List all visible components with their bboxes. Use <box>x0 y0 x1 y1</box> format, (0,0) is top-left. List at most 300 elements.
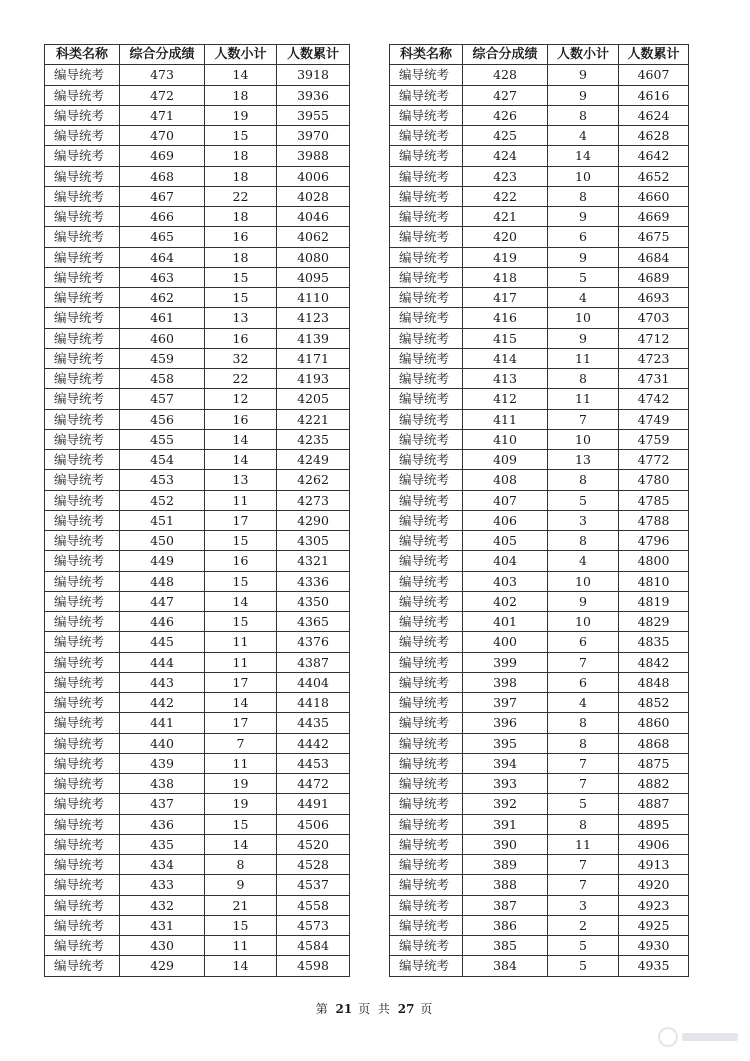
score-cell: 392 <box>463 794 548 814</box>
category-cell: 编导统考 <box>45 429 120 449</box>
count-cell: 3 <box>548 510 619 530</box>
cumulative-cell: 4829 <box>619 612 689 632</box>
count-cell: 15 <box>205 126 277 146</box>
table-row <box>390 713 689 733</box>
category-cell: 编导统考 <box>45 470 120 490</box>
cumulative-cell: 4868 <box>619 733 689 753</box>
category-cell: 编导统考 <box>390 207 463 227</box>
table-row <box>45 733 350 753</box>
cumulative-cell: 4205 <box>277 389 350 409</box>
cumulative-cell: 4810 <box>619 571 689 591</box>
cumulative-cell: 4573 <box>277 915 350 935</box>
category-cell: 编导统考 <box>45 369 120 389</box>
table-row <box>45 389 350 409</box>
count-cell: 8 <box>548 713 619 733</box>
category-cell: 编导统考 <box>390 65 463 85</box>
category-cell: 编导统考 <box>390 753 463 773</box>
cumulative-cell: 4660 <box>619 186 689 206</box>
cumulative-cell: 4848 <box>619 672 689 692</box>
cumulative-cell: 4642 <box>619 146 689 166</box>
count-cell: 19 <box>205 105 277 125</box>
category-cell: 编导统考 <box>390 612 463 632</box>
category-cell: 编导统考 <box>45 672 120 692</box>
cumulative-cell: 4875 <box>619 753 689 773</box>
cumulative-cell: 4365 <box>277 612 350 632</box>
table-row <box>390 429 689 449</box>
table-row <box>45 875 350 895</box>
count-cell: 21 <box>205 895 277 915</box>
count-cell: 17 <box>205 510 277 530</box>
cumulative-cell: 4920 <box>619 875 689 895</box>
cumulative-cell: 4598 <box>277 956 350 976</box>
score-cell: 387 <box>463 895 548 915</box>
score-cell: 465 <box>120 227 205 247</box>
table-row <box>45 450 350 470</box>
count-cell: 7 <box>548 753 619 773</box>
cumulative-cell: 4930 <box>619 936 689 956</box>
score-cell: 408 <box>463 470 548 490</box>
table-row <box>45 510 350 530</box>
count-cell: 15 <box>205 267 277 287</box>
table-row <box>45 551 350 571</box>
table-row <box>45 429 350 449</box>
count-cell: 19 <box>205 774 277 794</box>
cumulative-cell: 4819 <box>619 591 689 611</box>
cumulative-cell: 4712 <box>619 328 689 348</box>
count-cell: 15 <box>205 612 277 632</box>
category-cell: 编导统考 <box>390 834 463 854</box>
count-cell: 9 <box>548 328 619 348</box>
cumulative-cell: 4925 <box>619 915 689 935</box>
cumulative-cell: 4723 <box>619 348 689 368</box>
category-cell: 编导统考 <box>45 409 120 429</box>
score-cell: 441 <box>120 713 205 733</box>
table-row <box>45 409 350 429</box>
cumulative-cell: 4796 <box>619 531 689 551</box>
table-row <box>45 591 350 611</box>
count-cell: 4 <box>548 288 619 308</box>
table-row <box>390 65 689 85</box>
category-cell: 编导统考 <box>390 247 463 267</box>
score-cell: 433 <box>120 875 205 895</box>
cumulative-cell: 4669 <box>619 207 689 227</box>
count-cell: 12 <box>205 389 277 409</box>
score-cell: 454 <box>120 450 205 470</box>
cumulative-cell: 4336 <box>277 571 350 591</box>
table-row <box>45 166 350 186</box>
count-cell: 11 <box>548 834 619 854</box>
score-cell: 400 <box>463 632 548 652</box>
count-cell: 5 <box>548 956 619 976</box>
cumulative-cell: 4305 <box>277 531 350 551</box>
cumulative-cell: 4442 <box>277 733 350 753</box>
count-cell: 11 <box>205 753 277 773</box>
category-cell: 编导统考 <box>45 247 120 267</box>
cumulative-cell: 4123 <box>277 308 350 328</box>
score-cell: 427 <box>463 85 548 105</box>
score-cell: 436 <box>120 814 205 834</box>
count-cell: 16 <box>205 227 277 247</box>
category-cell: 编导统考 <box>390 672 463 692</box>
score-table-right <box>389 44 689 977</box>
score-cell: 418 <box>463 267 548 287</box>
count-cell: 15 <box>205 531 277 551</box>
category-cell: 编导统考 <box>390 571 463 591</box>
score-cell: 396 <box>463 713 548 733</box>
table-row <box>390 105 689 125</box>
cumulative-cell: 4788 <box>619 510 689 530</box>
cumulative-cell: 4537 <box>277 875 350 895</box>
table-row <box>45 713 350 733</box>
table-row <box>45 632 350 652</box>
cumulative-cell: 4749 <box>619 409 689 429</box>
category-cell: 编导统考 <box>45 774 120 794</box>
cumulative-cell: 4080 <box>277 247 350 267</box>
count-cell: 22 <box>205 186 277 206</box>
score-cell: 444 <box>120 652 205 672</box>
count-cell: 11 <box>205 490 277 510</box>
category-cell: 编导统考 <box>45 895 120 915</box>
category-cell: 编导统考 <box>45 531 120 551</box>
table-row <box>45 531 350 551</box>
cumulative-cell: 4684 <box>619 247 689 267</box>
table-row <box>390 267 689 287</box>
table-row <box>45 855 350 875</box>
cumulative-cell: 4842 <box>619 652 689 672</box>
category-cell: 编导统考 <box>45 510 120 530</box>
category-cell: 编导统考 <box>390 875 463 895</box>
score-cell: 401 <box>463 612 548 632</box>
cumulative-cell: 4249 <box>277 450 350 470</box>
count-cell: 18 <box>205 247 277 267</box>
table-row <box>390 632 689 652</box>
cumulative-cell: 4584 <box>277 936 350 956</box>
cumulative-cell: 4652 <box>619 166 689 186</box>
category-cell: 编导统考 <box>45 267 120 287</box>
table-row <box>390 531 689 551</box>
table-row <box>45 936 350 956</box>
score-cell: 393 <box>463 774 548 794</box>
score-cell: 413 <box>463 369 548 389</box>
count-cell: 14 <box>205 834 277 854</box>
category-cell: 编导统考 <box>45 308 120 328</box>
score-cell: 455 <box>120 429 205 449</box>
table-row <box>45 915 350 935</box>
category-cell: 编导统考 <box>45 65 120 85</box>
table-row <box>45 369 350 389</box>
category-cell: 编导统考 <box>45 105 120 125</box>
count-cell: 5 <box>548 490 619 510</box>
score-cell: 450 <box>120 531 205 551</box>
score-cell: 435 <box>120 834 205 854</box>
table-row <box>45 65 350 85</box>
table-row <box>45 470 350 490</box>
cumulative-cell: 4693 <box>619 288 689 308</box>
category-cell: 编导统考 <box>390 105 463 125</box>
cumulative-cell: 4435 <box>277 713 350 733</box>
table-row <box>390 450 689 470</box>
count-cell: 10 <box>548 166 619 186</box>
table-row <box>45 774 350 794</box>
total-page-number: 27 <box>397 1002 415 1016</box>
table-row <box>390 369 689 389</box>
category-cell: 编导统考 <box>390 450 463 470</box>
table-row <box>45 753 350 773</box>
cumulative-cell: 4895 <box>619 814 689 834</box>
category-cell: 编导统考 <box>390 409 463 429</box>
table-row <box>45 288 350 308</box>
score-cell: 398 <box>463 672 548 692</box>
score-cell: 416 <box>463 308 548 328</box>
count-cell: 16 <box>205 551 277 571</box>
score-cell: 410 <box>463 429 548 449</box>
count-cell: 10 <box>548 612 619 632</box>
count-cell: 8 <box>548 531 619 551</box>
score-cell: 421 <box>463 207 548 227</box>
table-row <box>45 348 350 368</box>
table-row <box>45 693 350 713</box>
cumulative-cell: 4800 <box>619 551 689 571</box>
category-cell: 编导统考 <box>390 126 463 146</box>
cumulative-cell: 4387 <box>277 652 350 672</box>
count-cell: 8 <box>548 814 619 834</box>
score-cell: 425 <box>463 126 548 146</box>
table-row <box>45 186 350 206</box>
score-cell: 453 <box>120 470 205 490</box>
score-cell: 434 <box>120 855 205 875</box>
table-row <box>390 409 689 429</box>
count-cell: 6 <box>548 227 619 247</box>
count-cell: 8 <box>548 105 619 125</box>
category-cell: 编导统考 <box>45 794 120 814</box>
cumulative-cell: 3918 <box>277 65 350 85</box>
category-cell: 编导统考 <box>45 551 120 571</box>
cumulative-cell: 4731 <box>619 369 689 389</box>
cumulative-cell: 4923 <box>619 895 689 915</box>
table-row <box>45 834 350 854</box>
cumulative-cell: 4376 <box>277 632 350 652</box>
cumulative-cell: 4139 <box>277 328 350 348</box>
score-cell: 406 <box>463 510 548 530</box>
score-cell: 467 <box>120 186 205 206</box>
count-cell: 14 <box>205 956 277 976</box>
category-cell: 编导统考 <box>45 693 120 713</box>
score-cell: 431 <box>120 915 205 935</box>
category-cell: 编导统考 <box>390 652 463 672</box>
count-cell: 7 <box>548 652 619 672</box>
score-cell: 389 <box>463 855 548 875</box>
category-cell: 编导统考 <box>390 814 463 834</box>
score-cell: 429 <box>120 956 205 976</box>
header-score: 综合分成绩 <box>463 45 548 65</box>
count-cell: 18 <box>205 85 277 105</box>
cumulative-cell: 4887 <box>619 794 689 814</box>
score-cell: 458 <box>120 369 205 389</box>
count-cell: 9 <box>548 65 619 85</box>
footer-suffix: 页 <box>420 1002 435 1016</box>
score-cell: 472 <box>120 85 205 105</box>
category-cell: 编导统考 <box>45 166 120 186</box>
cumulative-cell: 4689 <box>619 267 689 287</box>
table-row <box>390 510 689 530</box>
cumulative-cell: 4290 <box>277 510 350 530</box>
footer-prefix: 第 <box>315 1002 330 1016</box>
category-cell: 编导统考 <box>390 713 463 733</box>
category-cell: 编导统考 <box>45 956 120 976</box>
count-cell: 10 <box>548 571 619 591</box>
category-cell: 编导统考 <box>390 288 463 308</box>
count-cell: 3 <box>548 895 619 915</box>
cumulative-cell: 4742 <box>619 389 689 409</box>
score-cell: 432 <box>120 895 205 915</box>
table-row <box>45 652 350 672</box>
score-cell: 414 <box>463 348 548 368</box>
category-cell: 编导统考 <box>45 936 120 956</box>
table-row <box>390 551 689 571</box>
category-cell: 编导统考 <box>45 834 120 854</box>
table-row <box>390 308 689 328</box>
score-cell: 411 <box>463 409 548 429</box>
score-cell: 402 <box>463 591 548 611</box>
score-cell: 419 <box>463 247 548 267</box>
count-cell: 9 <box>205 875 277 895</box>
category-cell: 编导统考 <box>390 389 463 409</box>
cumulative-cell: 4624 <box>619 105 689 125</box>
header-cumulative: 人数累计 <box>619 45 689 65</box>
score-table-left <box>44 44 350 977</box>
category-cell: 编导统考 <box>390 895 463 915</box>
score-cell: 438 <box>120 774 205 794</box>
table-row <box>390 733 689 753</box>
count-cell: 7 <box>548 875 619 895</box>
cumulative-cell: 4235 <box>277 429 350 449</box>
category-cell: 编导统考 <box>390 308 463 328</box>
score-cell: 407 <box>463 490 548 510</box>
score-cell: 456 <box>120 409 205 429</box>
count-cell: 9 <box>548 85 619 105</box>
category-cell: 编导统考 <box>390 328 463 348</box>
count-cell: 14 <box>205 591 277 611</box>
table-row <box>390 85 689 105</box>
table-row <box>390 814 689 834</box>
category-cell: 编导统考 <box>390 956 463 976</box>
count-cell: 14 <box>205 693 277 713</box>
count-cell: 14 <box>205 450 277 470</box>
cumulative-cell: 4935 <box>619 956 689 976</box>
count-cell: 32 <box>205 348 277 368</box>
category-cell: 编导统考 <box>390 227 463 247</box>
table-row <box>390 794 689 814</box>
category-cell: 编导统考 <box>390 591 463 611</box>
category-cell: 编导统考 <box>390 733 463 753</box>
table-body <box>45 65 350 976</box>
category-cell: 编导统考 <box>45 186 120 206</box>
count-cell: 4 <box>548 693 619 713</box>
table-row <box>390 774 689 794</box>
cumulative-cell: 4607 <box>619 65 689 85</box>
score-cell: 439 <box>120 753 205 773</box>
count-cell: 14 <box>205 429 277 449</box>
cumulative-cell: 4321 <box>277 551 350 571</box>
count-cell: 9 <box>548 207 619 227</box>
score-cell: 422 <box>463 186 548 206</box>
score-cell: 446 <box>120 612 205 632</box>
score-cell: 461 <box>120 308 205 328</box>
table-row <box>390 571 689 591</box>
score-cell: 469 <box>120 146 205 166</box>
table-row <box>390 652 689 672</box>
category-cell: 编导统考 <box>390 915 463 935</box>
category-cell: 编导统考 <box>390 85 463 105</box>
category-cell: 编导统考 <box>45 348 120 368</box>
category-cell: 编导统考 <box>45 288 120 308</box>
score-cell: 384 <box>463 956 548 976</box>
table-row <box>45 126 350 146</box>
score-cell: 468 <box>120 166 205 186</box>
category-cell: 编导统考 <box>45 855 120 875</box>
score-cell: 430 <box>120 936 205 956</box>
table-row <box>45 814 350 834</box>
category-cell: 编导统考 <box>390 267 463 287</box>
score-cell: 403 <box>463 571 548 591</box>
table-row <box>390 207 689 227</box>
category-cell: 编导统考 <box>45 85 120 105</box>
count-cell: 4 <box>548 126 619 146</box>
table-row <box>45 328 350 348</box>
count-cell: 22 <box>205 369 277 389</box>
count-cell: 5 <box>548 936 619 956</box>
cumulative-cell: 4703 <box>619 308 689 328</box>
category-cell: 编导统考 <box>390 551 463 571</box>
category-cell: 编导统考 <box>45 875 120 895</box>
count-cell: 15 <box>205 814 277 834</box>
score-cell: 463 <box>120 267 205 287</box>
score-cell: 420 <box>463 227 548 247</box>
cumulative-cell: 3955 <box>277 105 350 125</box>
score-cell: 409 <box>463 450 548 470</box>
table-row <box>390 389 689 409</box>
count-cell: 15 <box>205 915 277 935</box>
cumulative-cell: 4350 <box>277 591 350 611</box>
table-row <box>45 146 350 166</box>
score-cell: 399 <box>463 652 548 672</box>
count-cell: 7 <box>548 774 619 794</box>
score-cell: 397 <box>463 693 548 713</box>
category-cell: 编导统考 <box>45 126 120 146</box>
cumulative-cell: 4780 <box>619 470 689 490</box>
count-cell: 13 <box>205 470 277 490</box>
score-cell: 437 <box>120 794 205 814</box>
count-cell: 6 <box>548 672 619 692</box>
category-cell: 编导统考 <box>45 733 120 753</box>
table-row <box>45 895 350 915</box>
cumulative-cell: 4472 <box>277 774 350 794</box>
table-header-row <box>45 45 350 65</box>
category-cell: 编导统考 <box>45 632 120 652</box>
score-cell: 394 <box>463 753 548 773</box>
count-cell: 10 <box>548 308 619 328</box>
cumulative-cell: 4062 <box>277 227 350 247</box>
header-cumulative: 人数累计 <box>277 45 350 65</box>
table-header-row <box>390 45 689 65</box>
table-row <box>390 186 689 206</box>
score-cell: 448 <box>120 571 205 591</box>
count-cell: 11 <box>548 348 619 368</box>
count-cell: 17 <box>205 713 277 733</box>
table-row <box>45 308 350 328</box>
score-cell: 443 <box>120 672 205 692</box>
table-row <box>45 105 350 125</box>
